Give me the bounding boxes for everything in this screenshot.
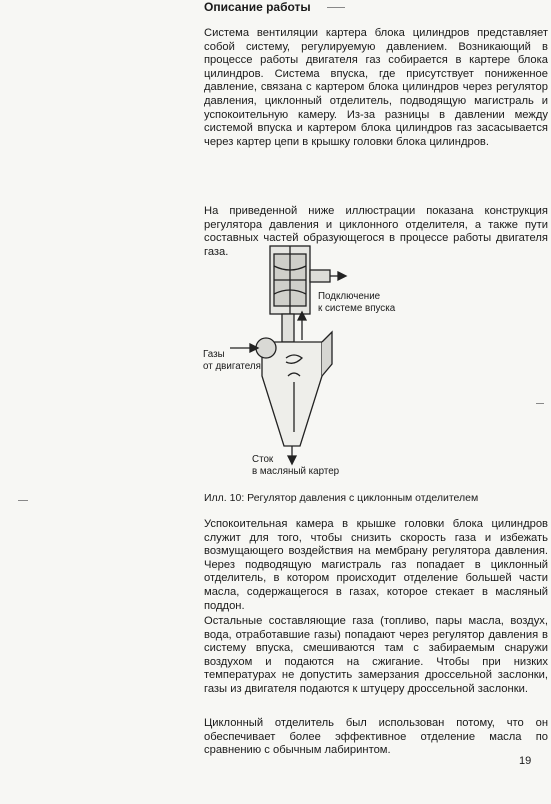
label-engine-gases: Газы от двигателя [203, 349, 261, 372]
scan-mark [327, 7, 345, 8]
page-number: 19 [519, 755, 532, 767]
section-heading: Описание работы [204, 0, 311, 14]
figure-caption: Илл. 10: Регулятор давления с циклонным отделителем [204, 492, 479, 504]
paragraph-4: Остальные составляющие газа (топливо, пары масла, воздух, вода, отработавшие газы) попадают через регулятор давления в систему впуска, смешиваются там с забираемым снаружи воздухом и подаются на сжигание. Чтобы при низких температурах не допустить замерзания дроссельной заслонки, газы из двигателя подаются к штуцеру дроссельной заслонки. [204, 615, 548, 695]
paragraph-2: На приведенной ниже иллюстрации показана конструкция регулятора давления и циклонного отделителя, а также пути составных частей образующегося в процессе работы двигателя газа. [204, 205, 548, 258]
label-intake-connection: Подключение к системе впуска [318, 291, 396, 314]
paragraph-5: Циклонный отделитель был использован потому, что он обеспечивает более эффективное отделение масла по сравнению с обычным лабиринтом. [204, 717, 548, 757]
paragraph-1: Система вентиляции картера блока цилиндров представляет собой систему, регулируемую давлением. Возникающий в процессе работы двигателя газ собирается в картере блока цилиндров. Система впуска, где присутствует пониженное давление, связана с картером блока цилиндров через регулятор давления, циклонный отделитель, подводящую магистраль и успокоительную камеру. Из-за разницы в давлении между системой впуска и картером блока цилиндров газ засасывается через картер цепи в крышку головки блока цилиндров. [204, 27, 548, 148]
scan-mark [18, 500, 28, 501]
paragraph-3: Успокоительная камера в крышке головки блока цилиндров служит для того, чтобы снизить скорость газа и избежать возмущающего воздействия на мембрану регулятора давления. Через подводящую магистраль газ попадает в циклонный отделитель, в котором происходит отделение большей части масла, содержащегося в газах, которое стекает в масляный поддон. [204, 518, 548, 612]
scan-mark [536, 403, 544, 404]
label-oil-drain: Сток в масляный картер [252, 454, 340, 477]
